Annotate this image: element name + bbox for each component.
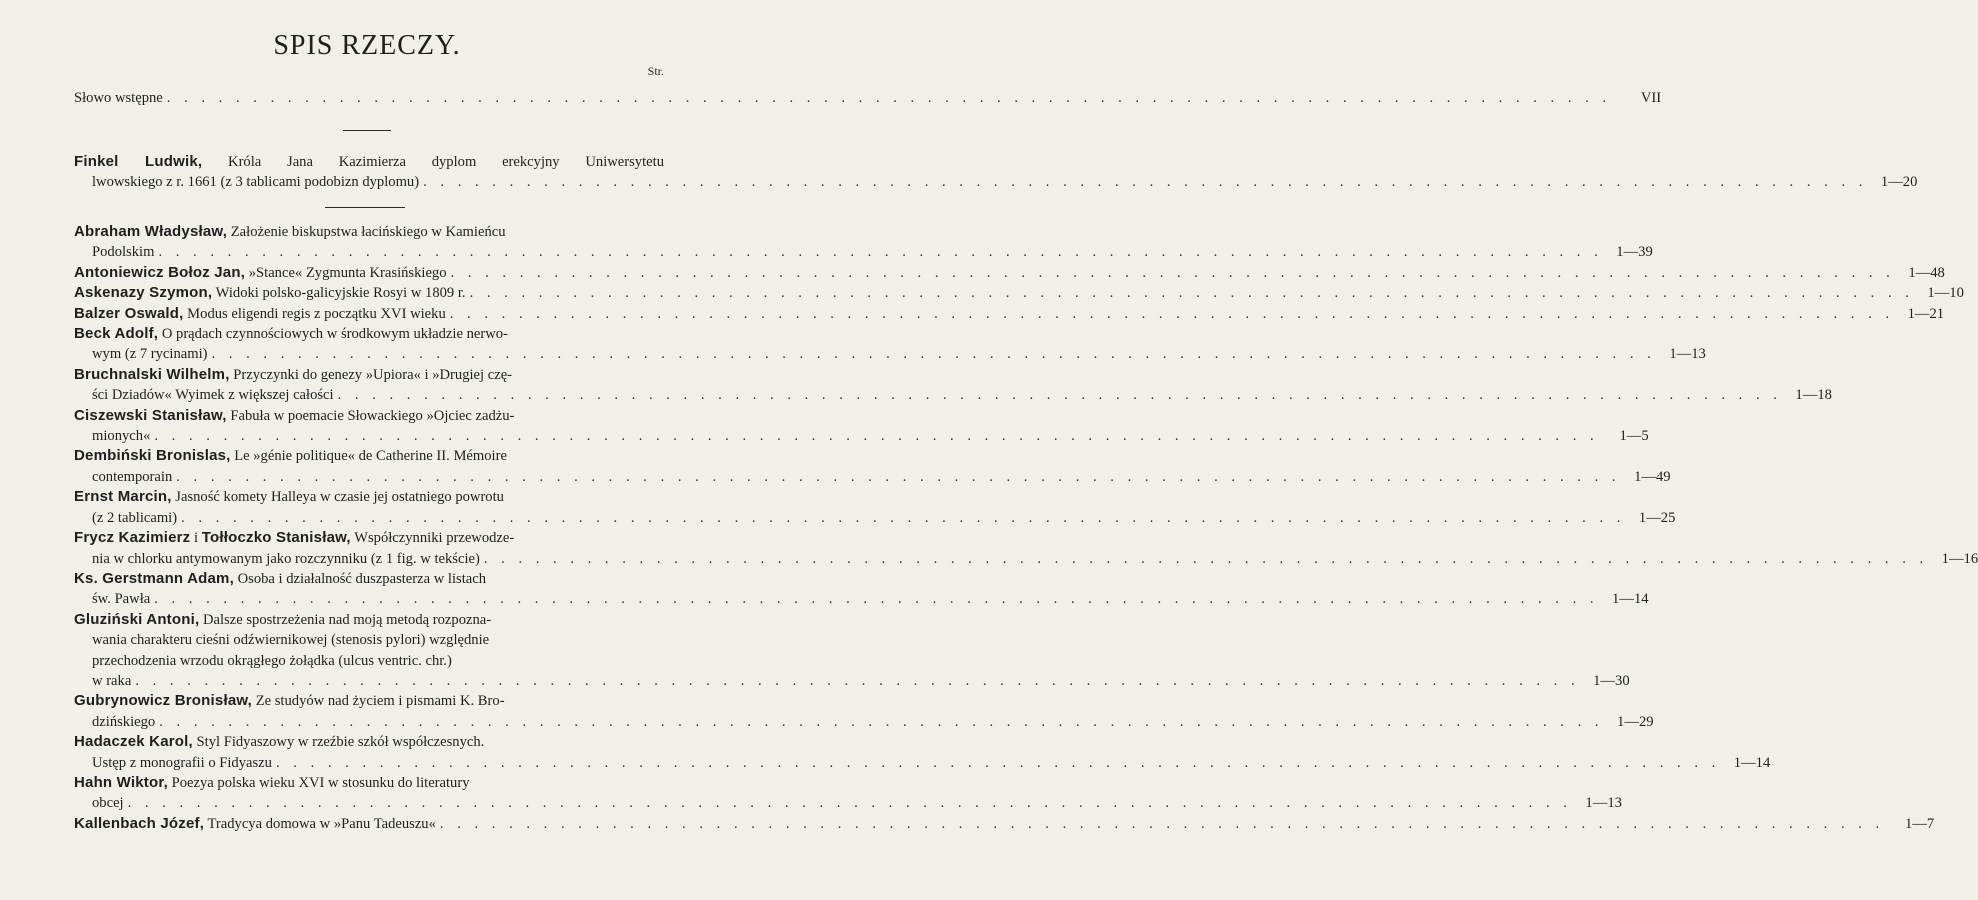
entry-title-cont: przechodzenia wrzodu okrągłego żołądka (ulcus ventric. chr.) bbox=[92, 652, 452, 669]
entry-author: Gluziński Antoni, bbox=[74, 610, 200, 628]
dot-leader bbox=[450, 304, 1894, 324]
toc-entry bbox=[74, 152, 1918, 193]
entry-pages: VII bbox=[1640, 90, 1662, 106]
dot-leader bbox=[484, 549, 1928, 569]
entry-title-cont: Ustęp z monografii o Fidyaszu bbox=[92, 754, 272, 771]
dot-leader bbox=[338, 385, 1782, 405]
entry-author-2: Tołłoczko Stanisław, bbox=[201, 529, 351, 547]
dot-leader bbox=[167, 88, 1611, 108]
entry-title-cont: wym (z 7 rycinami) bbox=[92, 346, 208, 363]
toc-entry bbox=[74, 446, 1671, 487]
page-column-label: Str. bbox=[647, 64, 664, 78]
author-join: i bbox=[194, 530, 199, 547]
entry-title-cont: obcej bbox=[92, 795, 124, 812]
entry-author: Ciszewski Stanisław, bbox=[74, 406, 227, 424]
dot-leader bbox=[154, 589, 1598, 609]
entry-pages: 1—25 bbox=[1638, 509, 1676, 526]
entry-author: Hadaczek Karol, bbox=[74, 733, 193, 751]
entry-title-cont: lwowskiego z r. 1661 (z 3 tablicami podobizn dyplomu) bbox=[92, 174, 420, 191]
dot-leader bbox=[176, 467, 1620, 487]
toc-entry bbox=[74, 222, 1653, 263]
toc-entry bbox=[74, 569, 1649, 610]
entry-title: Osoba i działalność duszpasterza w listach bbox=[237, 570, 487, 587]
toc-entry bbox=[74, 365, 1832, 406]
entry-title: Ze studyów nad życiem i pismami K. Bro- bbox=[255, 693, 505, 710]
dot-leader bbox=[423, 172, 1867, 192]
entry-title-cont: nia w chlorku antymowanym jako rozczynniku (z 1 fig. w tekście) bbox=[92, 550, 480, 567]
entry-pages: 1—5 bbox=[1619, 428, 1649, 445]
entry-author: Balzer Oswald, bbox=[74, 304, 184, 322]
entry-pages: 1—14 bbox=[1733, 754, 1771, 771]
dot-leader bbox=[154, 426, 1598, 446]
entry-author: Ernst Marcin, bbox=[74, 488, 172, 506]
dot-leader bbox=[158, 242, 1602, 262]
toc-entry bbox=[74, 88, 1662, 108]
page-title: SPIS RZECZY. bbox=[273, 30, 461, 61]
entry-pages: 1—49 bbox=[1634, 468, 1671, 485]
entry-title: Słowo wstępne bbox=[74, 90, 163, 106]
toc-entry bbox=[74, 773, 1622, 814]
entry-title-cont: wania charakteru cieśni odźwiernikowej (stenosis pylori) względnie bbox=[92, 632, 490, 649]
toc-entry bbox=[74, 691, 1654, 732]
entry-title: »Stance« Zygmunta Krasińskiego bbox=[248, 264, 447, 281]
entry-pages: 1—20 bbox=[1880, 174, 1918, 191]
entry-author: Abraham Władysław, bbox=[74, 223, 228, 240]
entry-pages: 1—13 bbox=[1669, 346, 1706, 363]
entry-title: Założenie biskupstwa łacińskiego w Kamieńcu bbox=[230, 224, 506, 240]
entry-pages: 1—18 bbox=[1795, 387, 1832, 404]
divider bbox=[325, 207, 405, 208]
entry-author: Ks. Gerstmann Adam, bbox=[74, 569, 234, 587]
entry-author: Frycz Kazimierz bbox=[74, 529, 191, 547]
entry-title: Modus eligendi regis z początku XVI wieku bbox=[187, 305, 446, 322]
entry-title: Poezya polska wieku XVI w stosunku do literatury bbox=[171, 774, 470, 791]
dot-leader bbox=[159, 712, 1603, 732]
toc-entry bbox=[74, 263, 1945, 283]
entry-author: Bruchnalski Wilhelm, bbox=[74, 365, 230, 383]
entry-title-cont: dzińskiego bbox=[92, 713, 156, 730]
entry-pages: 1—7 bbox=[1905, 815, 1935, 832]
entry-title-cont: w raka bbox=[92, 672, 132, 689]
entry-title-cont: mionych« bbox=[92, 428, 151, 445]
toc-entry bbox=[74, 528, 1978, 569]
entry-title-cont: ści Dziadów« Wyimek z większej całości bbox=[92, 387, 334, 404]
entry-title: O prądach czynnościowych w środkowym układzie nerwo- bbox=[161, 326, 508, 343]
toc-entry bbox=[74, 814, 1935, 834]
entry-author: Askenazy Szymon, bbox=[74, 284, 213, 302]
entry-pages: 1—16 bbox=[1941, 550, 1978, 567]
entry-pages: 1—21 bbox=[1907, 305, 1945, 322]
entry-pages: 1—14 bbox=[1612, 591, 1649, 608]
dot-leader bbox=[212, 344, 1656, 364]
toc-entry bbox=[74, 487, 1676, 528]
toc-list bbox=[74, 222, 1978, 834]
toc-entry bbox=[74, 304, 1945, 324]
dot-leader bbox=[128, 793, 1572, 813]
entry-pages: 1—48 bbox=[1908, 264, 1945, 281]
entry-author: Gubrynowicz Bronisław, bbox=[74, 692, 253, 710]
entry-pages: 1—29 bbox=[1617, 713, 1654, 730]
entry-author: Dembiński Bronislas, bbox=[74, 447, 231, 465]
dot-leader bbox=[135, 671, 1579, 691]
entry-title: Le »génie politique« de Catherine II. Mémoire bbox=[234, 448, 507, 465]
entry-title: Fabuła w poemacie Słowackiego »Ojciec zadżu- bbox=[230, 407, 515, 424]
toc-entry bbox=[74, 610, 1630, 692]
entry-author: Finkel Ludwik, bbox=[74, 153, 203, 170]
entry-title: Widoki polsko-galicyjskie Rosyi w 1809 r. bbox=[215, 285, 466, 302]
toc-finkel bbox=[74, 152, 1918, 193]
entry-pages: 1—39 bbox=[1616, 244, 1653, 261]
toc-entry bbox=[74, 732, 1771, 773]
entry-author: Kallenbach Józef, bbox=[74, 814, 205, 832]
entry-title: Przyczynki do genezy »Upiora« i »Drugiej czę- bbox=[233, 366, 513, 383]
entry-author: Hahn Wiktor, bbox=[74, 773, 168, 791]
entry-title: Króla Jana Kazimierza dyplom erekcyjny Uniwersytetu bbox=[228, 154, 664, 170]
entry-title: Jasność komety Halleya w czasie jej ostatniego powrotu bbox=[175, 489, 504, 506]
toc-entry bbox=[74, 324, 1706, 365]
toc-preface bbox=[74, 88, 1662, 108]
dot-leader bbox=[440, 814, 1884, 834]
entry-pages: 1—10 bbox=[1927, 285, 1964, 302]
entry-author: Beck Adolf, bbox=[74, 325, 159, 343]
toc-entry bbox=[74, 283, 1964, 303]
entry-title: Tradycya domowa w »Panu Tadeuszu« bbox=[207, 815, 436, 832]
entry-pages: 1—30 bbox=[1593, 672, 1630, 689]
divider bbox=[343, 130, 391, 131]
entry-title-cont: Podolskim bbox=[92, 244, 155, 261]
entry-title: Styl Fidyaszowy w rzeźbie szkół współczesnych. bbox=[196, 734, 485, 751]
dot-leader bbox=[451, 263, 1895, 283]
dot-leader bbox=[181, 508, 1625, 528]
entry-title-cont: (z 2 tablicami) bbox=[92, 509, 178, 526]
entry-title-cont: św. Pawła bbox=[92, 591, 151, 608]
entry-title: Dalsze spostrzeżenia nad moją metodą rozpozna- bbox=[203, 611, 492, 628]
toc-entry bbox=[74, 406, 1649, 447]
dot-leader bbox=[276, 753, 1720, 773]
entry-title-cont: contemporain bbox=[92, 468, 173, 485]
entry-pages: 1—13 bbox=[1585, 795, 1622, 812]
entry-title: Współczynniki przewodze- bbox=[354, 530, 515, 547]
dot-leader bbox=[470, 283, 1914, 303]
entry-author: Antoniewicz Bołoz Jan, bbox=[74, 263, 246, 281]
